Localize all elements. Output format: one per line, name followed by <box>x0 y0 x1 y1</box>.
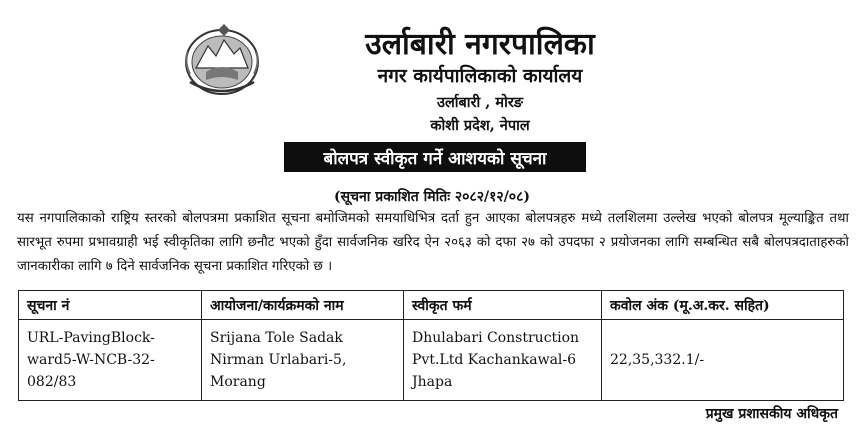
address-line-1: उर्लाबारी , मोरङ <box>437 94 523 111</box>
header-notice-number: सूचना नं <box>19 291 202 320</box>
header-approved-firm: स्वीकृत फर्म <box>404 291 602 320</box>
signatory: प्रमुख प्रशासकीय अधिकृत <box>705 406 838 422</box>
notice-heading-banner: बोलपत्र स्वीकृत गर्ने आशयको सूचना <box>284 142 586 172</box>
notice-body: यस नगपालिकाको राष्ट्रिय स्तरको बोलपत्रमा प्रकाशित सूचना बमोजिमको समयाधिभित्र दर्ता हुन आएका बोलपत्रहरु मध्ये तलशिलमा उल्लेख भएको बोलपत्र मूल्याङ्कित तथा सारभूत रुपमा प्रभावग्राही भई स्वीकृतिका लागि छनौट भएको हुँदा सार्वजनिक खरिद ऐन २०६३ को दफा २७ को उपदफा २ प्रयोजनका लागि सम्बन्धित सबै बोलपत्रदाताहरुको जानकारीका लागि ७ दिने सार्वजनिक सूचना प्रकाशित गरिएको छ । <box>17 211 849 274</box>
municipality-title: उर्लाबारी नगरपालिका <box>365 27 595 62</box>
header-project-name: आयोजना/कार्यक्रमको नाम <box>202 291 404 320</box>
header-bid-amount: कवोल अंक (मू.अ.कर. सहित) <box>602 291 844 320</box>
office-subtitle: नगर कार्यपालिकाको कार्यालय <box>377 65 583 87</box>
cell-project-name: Srijana Tole Sadak Nirman Urlabari-5, Morang <box>202 320 404 401</box>
table-row <box>19 320 844 401</box>
cell-approved-firm: Dhulabari Construction Pvt.Ltd Kachankawal-6 Jhapa <box>404 320 602 401</box>
published-date: (सूचना प्रकाशित मितिः २०८२/१२/०८) <box>334 189 530 205</box>
table-header-row <box>19 291 844 320</box>
cell-bid-amount: 22,35,332.1/- <box>602 320 844 401</box>
address-line-2: कोशी प्रदेश, नेपाल <box>430 117 530 134</box>
awarded-bid-table <box>18 290 844 401</box>
cell-notice-number: URL-PavingBlock-ward5-W-NCB-32-082/83 <box>19 320 202 401</box>
